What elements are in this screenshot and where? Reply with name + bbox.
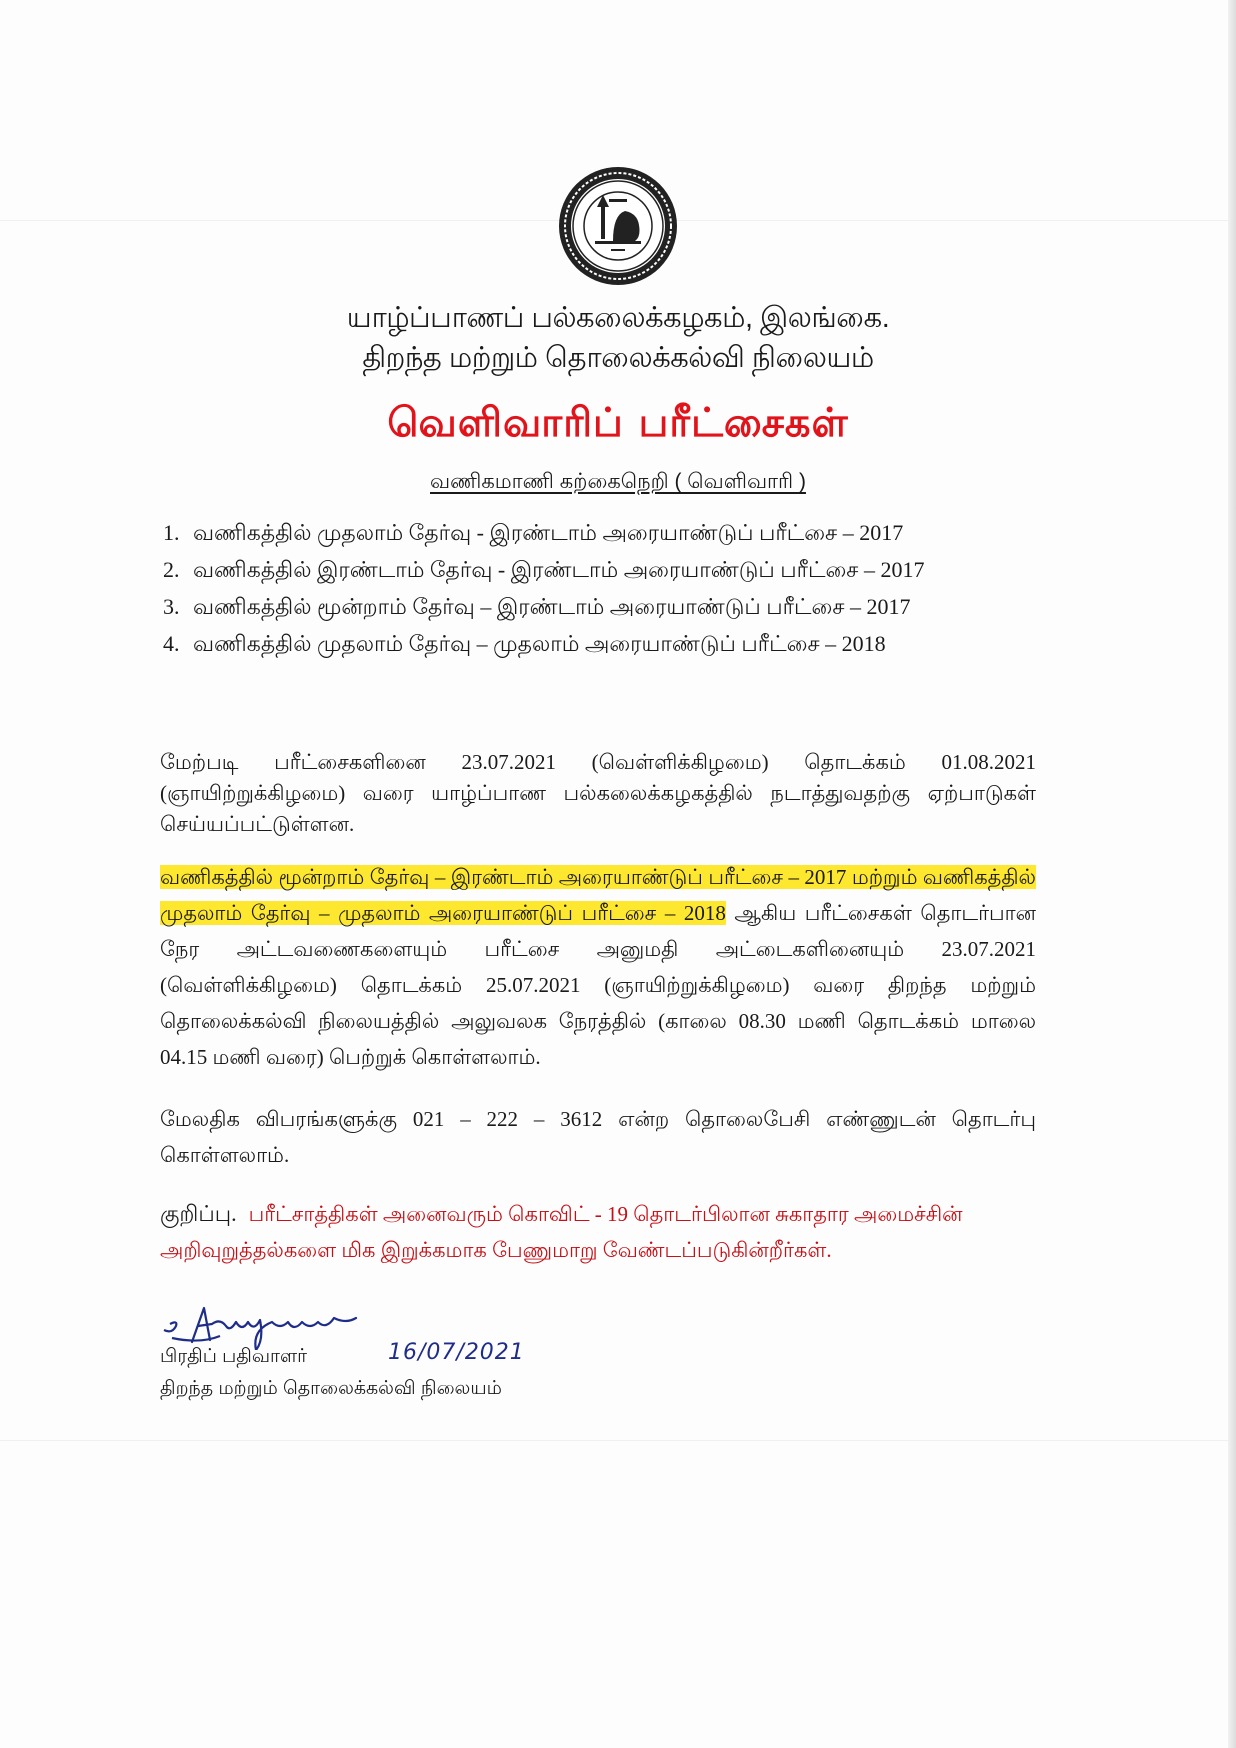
signer-title: பிரதிப் பதிவாளர் <box>160 1346 308 1367</box>
exam-list <box>163 520 924 668</box>
signature-date: 16/07/2021 <box>388 1340 525 1365</box>
schedule-paragraph: மேற்படி பரீட்சைகளினை 23.07.2021 (வெள்ளிக்கிழமை) தொடக்கம் 01.08.2021 (ஞாயிற்றுக்கிழமை) வரை யாழ்ப்பாண பல்கலைக்கழகத்தில் நடாத்துவதற்கு ஏற்பாடுகள் செய்யப்பட்டுள்ளன. <box>160 750 1036 836</box>
admission-paragraph: வணிகத்தில் மூன்றாம் தேர்வு – இரண்டாம் அரையாண்டுப் பரீட்சை – 2017 மற்றும் வணிகத்தில் முதலாம் தேர்வு – முதலாம் அரையாண்டுப் பரீட்சை – 2018 ஆகிய பரீட்சைகள் தொடர்பான நேர அட்டவணைகளையும் பரீட்சை அனுமதி அட்டைகளினையும் 23.07.2021 (வெள்ளிக்கிழமை) தொடக்கம் 25.07.2021 (ஞாயிற்றுக்கிழமை) வரை திறந்த மற்றும் தொலைக்கல்வி நிலையத்தில் அலுவலக நேரத்தில் (காலை 08.30 மணி தொடக்கம் மாலை 04.15 மணி வரை) பெற்றுக் கொள்ளலாம். <box>160 865 1037 1069</box>
note-text: பரீட்சாத்திகள் அனைவரும் கொவிட் - 19 தொடர்பிலான சுகாதார அமைச்சின் அறிவுறுத்தல்களை மிக இறுக்கமாக பேணுமாறு வேண்டப்படுகின்றீர்கள். <box>160 1202 963 1262</box>
page-title: வெளிவாரிப் பரீட்சைகள் <box>387 400 849 446</box>
list-item: 3. வணிகத்தில் மூன்றாம் தேர்வு – இரண்டாம் அரையாண்டுப் பரீட்சை – 2017 <box>163 594 911 619</box>
scan-edge <box>1228 0 1236 1748</box>
list-item: 1. வணிகத்தில் முதலாம் தேர்வு - இரண்டாம் அரையாண்டுப் பரீட்சை – 2017 <box>163 520 904 545</box>
centre-name: திறந்த மற்றும் தொலைக்கல்வி நிலையம் <box>362 342 874 374</box>
course-title: வணிகமாணி கற்கைநெறி ( வெளிவாரி ) <box>430 470 806 493</box>
scan-artifact <box>0 1440 1228 1441</box>
university-name: யாழ்ப்பாணப் பல்கலைக்கழகம், இலங்கை. <box>346 302 890 334</box>
list-item: 2. வணிகத்தில் இரண்டாம் தேர்வு - இரண்டாம் அரையாண்டுப் பரீட்சை – 2017 <box>163 557 925 582</box>
note <box>160 1196 1036 1268</box>
university-seal-icon <box>557 165 679 287</box>
list-item: 4. வணிகத்தில் முதலாம் தேர்வு – முதலாம் அரையாண்டுப் பரீட்சை – 2018 <box>163 631 886 656</box>
note-label: குறிப்பு. <box>160 1201 237 1226</box>
contact-paragraph: மேலதிக விபரங்களுக்கு 021 – 222 – 3612 என்ற தொலைபேசி எண்ணுடன் தொடர்பு கொள்ளலாம். <box>160 1107 1036 1167</box>
signer-office: திறந்த மற்றும் தொலைக்கல்வி நிலையம் <box>160 1378 502 1399</box>
highlighted-text: வணிகத்தில் மூன்றாம் தேர்வு – இரண்டாம் அரையாண்டுப் பரீட்சை – 2017 மற்றும் வணிகத்தில் முதலாம் தேர்வு – முதலாம் அரையாண்டுப் பரீட்சை – 2018 <box>160 865 1036 925</box>
